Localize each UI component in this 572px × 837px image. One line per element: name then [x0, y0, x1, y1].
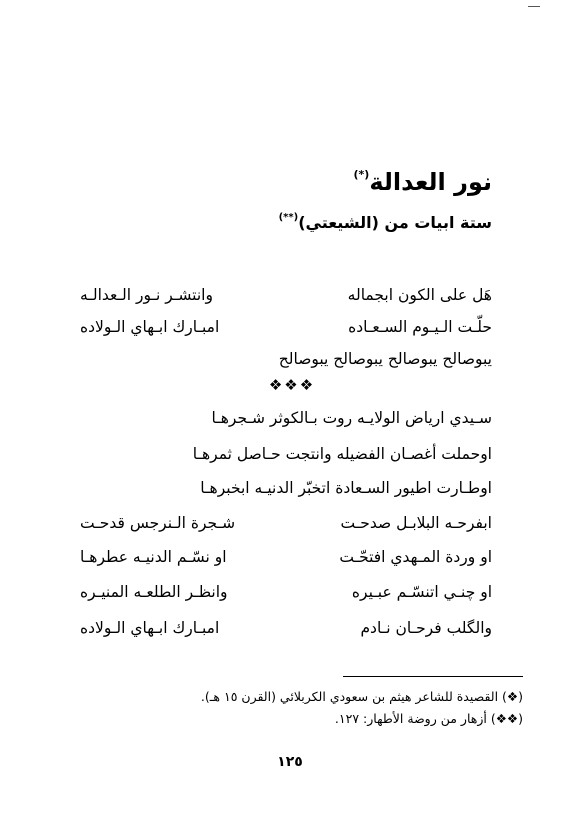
verse-right-hemistich: حلّـت الـيـوم السـعـاده	[348, 318, 492, 336]
subtitle-footnote-marker: (**)	[278, 212, 299, 223]
verse-left-hemistich: او نسّـم الدنيـه عطرهـا	[80, 548, 227, 566]
verse-left-hemistich: وانتشـر نـور الـعدالـه	[80, 286, 213, 304]
verse-right-hemistich: والگلب فرحـان نـادم	[360, 619, 492, 637]
verse-right-hemistich: او وردة المـهدي افتحّـت	[339, 548, 492, 566]
verse-line	[80, 281, 492, 309]
poem-title	[354, 168, 492, 196]
corner-mark	[528, 6, 540, 7]
verse-full-line: سـيدي ارياض الولايـه روت بـالكوثر شـجرهـا	[211, 409, 492, 427]
verse-line	[80, 313, 492, 341]
ornament-divider: ❖❖❖	[268, 376, 316, 394]
verse-line	[80, 543, 492, 571]
footnote-separator	[343, 676, 523, 677]
verse-left-hemistich: امبـارك ابـهاي الـولاده	[80, 619, 220, 637]
verse-full-line: اوطـارت اطيور السـعادة اتخبّر الدنيـه ابخبرهـا	[200, 479, 492, 497]
page-number: ١٢٥	[277, 754, 303, 770]
verse-right-hemistich: هَل على الكون ابجماله	[347, 286, 492, 304]
verse-left-hemistich: امبـارك ابـهاي الـولاده	[80, 318, 220, 336]
verse-line	[80, 474, 492, 502]
verse-line	[80, 440, 492, 468]
poem-subtitle	[279, 212, 492, 232]
verse-right-hemistich: او چنـي اتنسّـم عبـيره	[351, 583, 492, 601]
title-text: نور العدالة	[369, 168, 492, 196]
verse-left-hemistich: وانظـر الطلعـه المنيـره	[80, 583, 228, 601]
verse-full-line: اوحملت أغصـان الفضيله وانتجت حـاصل ثمرهـا	[192, 445, 492, 463]
verse-left-hemistich: شـجرة الـنرجس قدحـت	[80, 514, 236, 532]
footnote: (❖❖) أزهار من روضة الأطهار: ١٢٧.	[334, 711, 523, 726]
verse-refrain: يبوصالح يبوصالح يبوصالح يبوصالح	[278, 350, 492, 368]
verse-line	[80, 509, 492, 537]
verse-line	[80, 345, 492, 373]
verse-line	[80, 404, 492, 432]
verse-line	[80, 578, 492, 606]
footnote: (❖) القصيدة للشاعر هيثم بن سعودي الكربلائي (القرن ١٥ هـ).	[200, 689, 523, 704]
verse-right-hemistich: ابفرحـه البلابـل صدحـت	[340, 514, 492, 532]
subtitle-text: ستة ابيات من (الشيعتي)	[298, 213, 492, 232]
verse-line	[80, 614, 492, 642]
title-footnote-marker: (*)	[353, 168, 370, 181]
